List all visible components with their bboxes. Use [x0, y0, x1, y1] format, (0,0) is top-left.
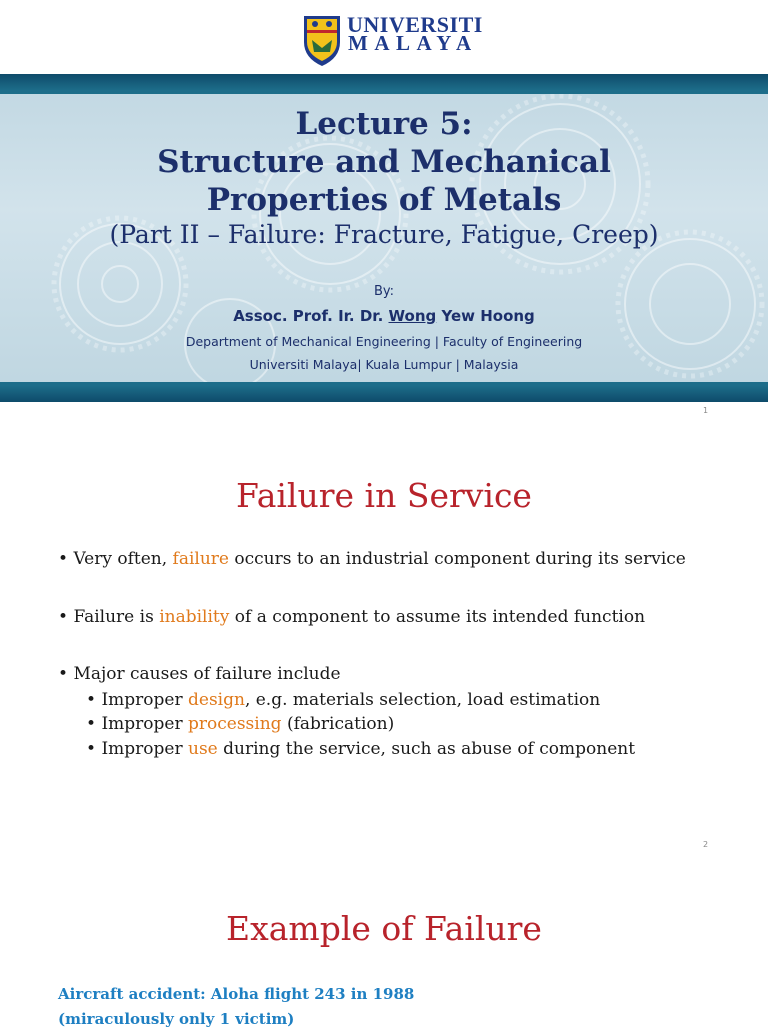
example-caption: Aircraft accident: Aloha flight 243 in 1988 — [58, 985, 415, 1003]
slide-title-example-of-failure: Example of Failure — [226, 909, 542, 948]
highlight-term: processing — [188, 714, 282, 734]
page-number: 1 — [703, 406, 709, 415]
author-surname: Wong — [388, 307, 437, 325]
logo-text-universiti: UNIVERSITI — [347, 12, 483, 37]
lecture-title-line2: Structure and Mechanical — [157, 144, 611, 180]
sub-bullet-item: • Improper design, e.g. materials selection, load estimation — [86, 690, 601, 710]
author-prefix: Assoc. Prof. Ir. Dr. — [233, 307, 384, 325]
lecture-title-line3: Properties of Metals — [206, 182, 562, 218]
university-line: Universiti Malaya| Kuala Lumpur | Malaysia — [249, 357, 519, 372]
highlight-term: use — [188, 739, 218, 759]
lecture-subtitle: (Part II – Failure: Fracture, Fatigue, Creep) — [109, 220, 659, 249]
page-number: 2 — [703, 840, 709, 849]
crest-icon — [302, 12, 342, 68]
logo-text-malaya: MALAYA — [348, 31, 478, 55]
department-line: Department of Mechanical Engineering | Faculty of Engineering — [185, 334, 583, 349]
highlight-term: inability — [159, 607, 230, 627]
author-name — [0, 307, 768, 325]
sub-bullet-item: • Improper processing (fabrication) — [86, 714, 395, 734]
highlight-term: design — [188, 690, 245, 710]
highlight-term: failure — [172, 549, 229, 569]
lecture-title-line1: Lecture 5: — [295, 106, 473, 142]
bullet-item: • Failure is inability of a component to assume its intended function — [58, 607, 646, 627]
slide-title-failure-in-service: Failure in Service — [236, 476, 532, 515]
by-label: By: — [373, 284, 395, 299]
bullet-item: • Major causes of failure include — [58, 664, 341, 684]
bullet-item: • Very often, failure occurs to an industrial component during its service — [58, 549, 686, 569]
example-caption-note: (miraculously only 1 victim) — [58, 1010, 295, 1028]
sub-bullet-item: • Improper use during the service, such as abuse of component — [86, 739, 636, 759]
author-given-name: Yew Hoong — [441, 307, 535, 325]
